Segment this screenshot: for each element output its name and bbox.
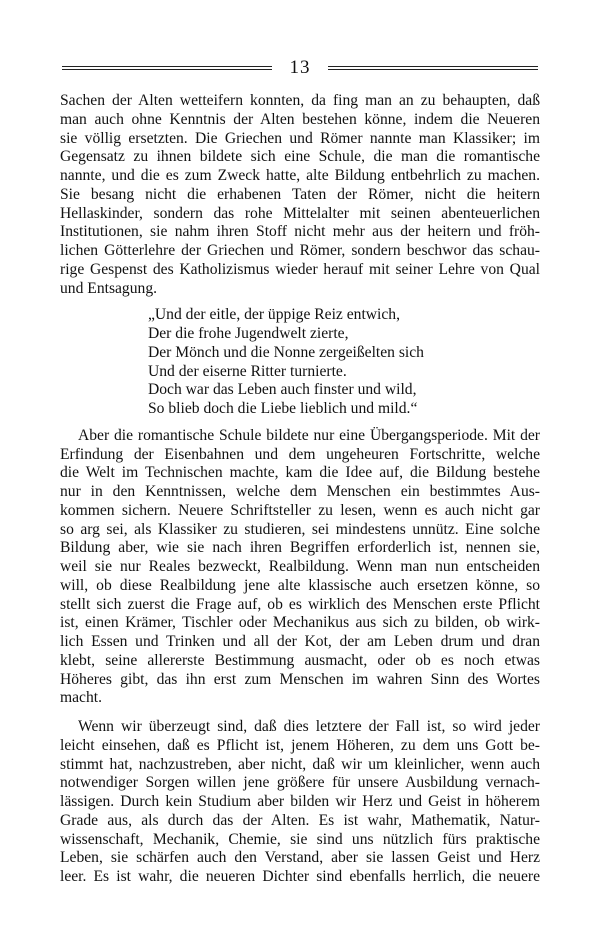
text-line: Hellaskinder, sondern das rohe Mittelalter mit seinen abenteuerlichen <box>60 204 540 222</box>
text-line: Sie besang nicht die erhabenen Taten der Römer, nicht die heitern <box>60 185 540 203</box>
verse-line: Der die frohe Jugendwelt zierte, <box>148 325 349 342</box>
verse-line: So blieb doch die Liebe lieblich und mild.“ <box>148 400 418 417</box>
text-line: nur in den Kenntnissen, welche dem Menschen ein bestimmtes Aus- <box>60 483 540 500</box>
text-line: rige Gespenst des Katholizismus wieder herauf mit seiner Lehre von Qual <box>60 260 540 278</box>
text-line: stimmt hat, nachzustreben, aber nicht, daß wir um kleinlicher, wenn auch <box>60 755 540 773</box>
text-line: lich Essen und Trinken und all der Kot, der am Leben drum und dran <box>60 633 540 650</box>
header-rule-right <box>328 66 538 70</box>
text-line: Erfindung der Eisenbahnen und dem ungeheuren Fortschritte, welche <box>60 445 540 463</box>
text-line: will, ob diese Realbildung jene alte klassische auch ersetzen könne, so <box>60 576 540 594</box>
paragraph-3 <box>60 718 540 887</box>
header-rule-left <box>62 66 272 70</box>
text-line: stellt sich zuerst die Frage auf, ob es wirklich des Menschen erste Pflicht <box>60 595 540 613</box>
page-body <box>60 92 540 887</box>
paragraph-2 <box>60 427 540 708</box>
text-line: klebt, seine allererste Bestimmung ausmacht, oder ob es noch etwas <box>60 651 540 669</box>
text-line: leer. Es ist wahr, die neueren Dichter sind ebenfalls herrlich, die neuere <box>60 868 540 885</box>
text-line: weil sie nur Reales bezweckt, Realbildung. Wenn man nun entscheiden <box>60 558 540 575</box>
text-line: Gegensatz zu ihnen bildete sich eine Schule, die man die romantische <box>60 148 540 166</box>
verse-line: Der Mönch und die Nonne zergeißelten sich <box>148 343 424 361</box>
text-line: Grade aus, als durch das der Alten. Es ist wahr, Mathematik, Natur- <box>60 811 540 829</box>
text-line: so arg sei, als Klassiker zu studieren, sei mindestens unnütz. Eine solche <box>60 520 540 538</box>
paragraph-1 <box>60 92 540 298</box>
text-line: lässigen. Durch kein Studium aber bilden wir Herz und Geist in höherem <box>60 793 540 810</box>
verse-line: Und der eiserne Ritter turnierte. <box>148 362 347 380</box>
text-line: Aber die romantische Schule bildete nur eine Übergangsperiode. Mit der <box>78 426 540 444</box>
page-header <box>62 58 538 78</box>
text-line: ist, einen Krämer, Tischler oder Mechanikus aus sich zu bilden, ob wirk- <box>60 614 540 632</box>
verse-quote <box>148 306 540 419</box>
verse-line: „Und der eitle, der üppige Reiz entwich, <box>148 306 401 324</box>
text-line: Wenn wir überzeugt sind, daß dies letztere der Fall ist, so wird jeder <box>78 718 540 735</box>
text-line: man auch ohne Kenntnis der Alten bestehen könne, indem die Neueren <box>60 110 540 128</box>
text-line: wissenschaft, Mechanik, Chemie, sie sind uns nützlich fürs praktische <box>60 830 540 848</box>
page-number: 13 <box>289 57 311 78</box>
text-line: die Welt im Technischen machte, kam die Idee auf, die Bildung bestehe <box>60 464 540 482</box>
text-line: Leben, sie schärfen auch den Verstand, aber sie lassen Geist und Herz <box>60 849 540 867</box>
text-line: lichen Götterlehre der Griechen und Römer, sondern beschwor das schau- <box>60 242 540 259</box>
text-line: macht. <box>60 689 102 707</box>
text-line: sie völlig ersetzten. Die Griechen und Römer nannte man Klassiker; im <box>60 129 540 147</box>
text-line: leicht einsehen, daß es Pflicht ist, jenem Höheren, zu dem uns Gott be- <box>60 736 540 754</box>
text-line: Bildung aber, wie sie nach ihren Begriffen erforderlich ist, nennen sie, <box>60 539 540 557</box>
text-line: kommen sichern. Neuere Schriftsteller zu lesen, wenn es auch nicht gar <box>60 501 540 519</box>
text-line: Sachen der Alten wetteifern konnten, da fing man an zu behaupten, daß <box>60 92 540 109</box>
text-line: und Entsagung. <box>60 279 158 297</box>
verse-line: Doch war das Leben auch finster und wild, <box>148 381 417 399</box>
text-line: Institutionen, sie nahm ihren Stoff nicht mehr aus der heitern und fröh- <box>60 223 540 241</box>
text-line: notwendiger Sorgen willen jene größere für unsere Ausbildung vernach- <box>60 774 540 792</box>
text-line: Höheres gibt, das ihn erst zum Menschen im wahren Sinn des Wortes <box>60 670 540 688</box>
text-line: nannte, und die es zum Zweck hatte, alte Bildung entbehrlich zu machen. <box>60 167 540 184</box>
